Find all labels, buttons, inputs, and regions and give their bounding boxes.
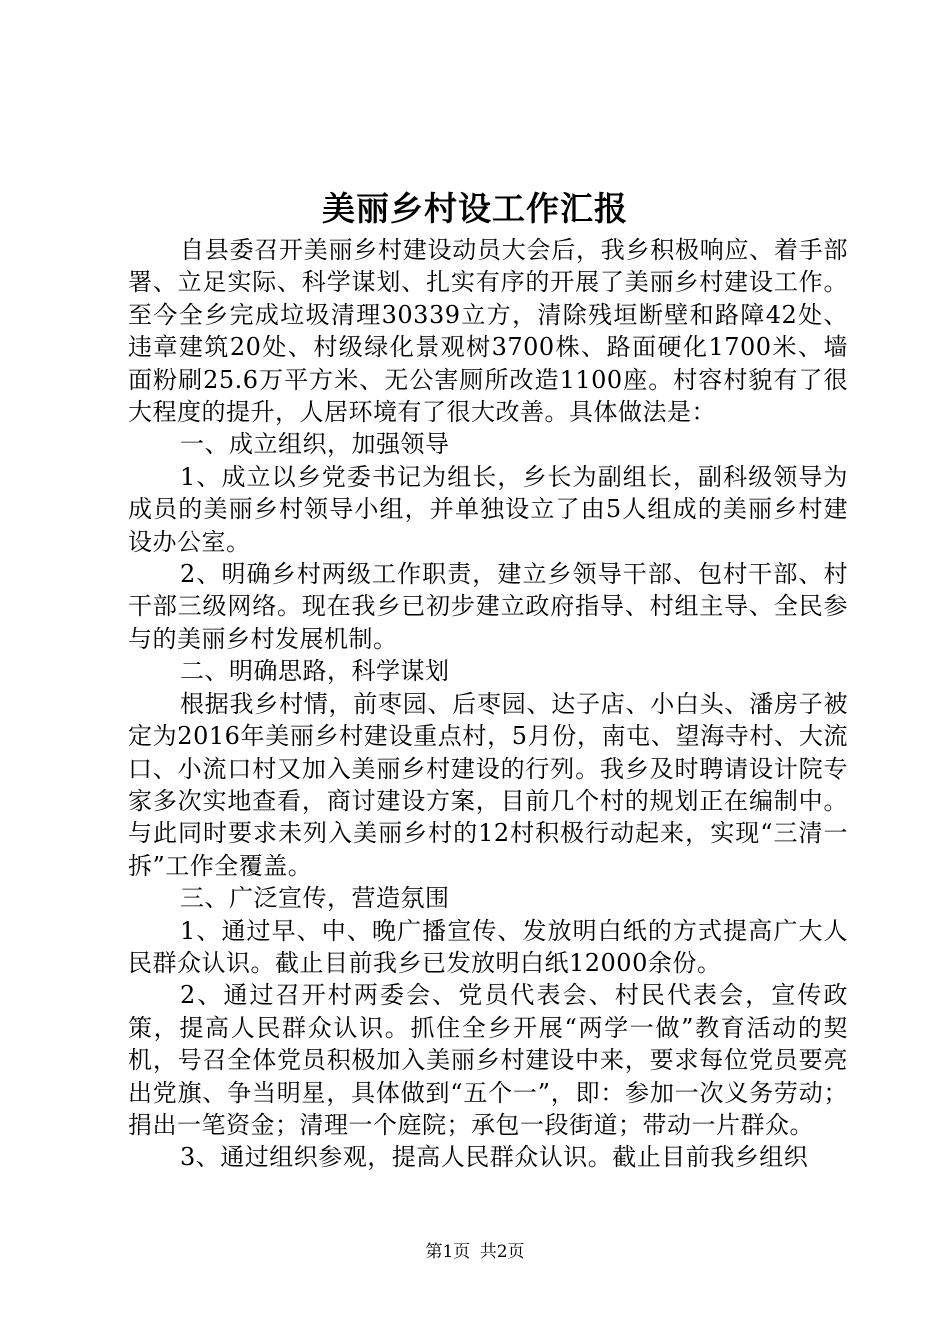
page-total: 共2页 [479, 1242, 525, 1262]
intro-paragraph: 自县委召开美丽乡村建设动员大会后，我乡积极响应、着手部署、立足实际、科学谋划、扎实有序的开展了美丽乡村建设工作。至今全乡完成垃圾清理30339立方，清除残垣断壁和路障42处、违章建筑20处、村级绿化景观树3700株、路面硬化1700米、墙面粉刷25.6万平方米、无公害厕所改造1100座。村容村貌有了很大程度的提升，人居环境有了很大改善。具体做法是： [128, 236, 848, 427]
section-2-paragraph: 根据我乡村情，前枣园、后枣园、达子店、小白头、潘房子被定为2016年美丽乡村建设重点村，5月份，南屯、望海寺村、大流口、小流口村又加入美丽乡村建设的行列。我乡及时聘请设计院专家多次实地查看，商讨建设方案，目前几个村的规划正在编制中。与此同时要求未列入美丽乡村的12村积极行动起来，实现“三清一拆”工作全覆盖。 [128, 689, 848, 880]
section-1-item-1: 1、成立以乡党委书记为组长，乡长为副组长，副科级领导为成员的美丽乡村领导小组，并单独设立了由5人组成的美丽乡村建设办公室。 [128, 462, 848, 556]
document-title: 美丽乡村设工作汇报 [322, 189, 628, 228]
section-heading-1: 一、成立组织，加强领导 [180, 430, 450, 459]
section-1-item-2: 2、明确乡村两级工作职责，建立乡领导干部、包村干部、村干部三级网络。现在我乡已初步建立政府指导、村组主导、全民参与的美丽乡村发展机制。 [128, 560, 848, 653]
section-heading-3: 三、广泛宣传，营造氛围 [180, 884, 450, 913]
page-number: 第1页 [425, 1242, 471, 1262]
section-heading-2: 二、明确思路，科学谋划 [180, 657, 450, 686]
page-footer [0, 1240, 950, 1264]
section-3-item-3: 3、通过组织参观，提高人民群众认识。截止目前我乡组织 [180, 1143, 809, 1172]
section-3-item-2: 2、通过召开村两委会、党员代表会、村民代表会，宣传政策，提高人民群众认识。抓住全乡开展“两学一做”教育活动的契机，号召全体党员积极加入美丽乡村建设中来，要求每位党员要亮出党旗、争当明星，具体做到“五个一”，即：参加一次义务劳动；捐出一笔资金；清理一个庭院；承包一段街道；带动一片群众。 [128, 981, 848, 1139]
document-body [128, 234, 848, 1174]
section-3-item-1: 1、通过早、中、晚广播宣传、发放明白纸的方式提高广大人民群众认识。截止目前我乡已发放明白纸12000余份。 [128, 916, 848, 977]
